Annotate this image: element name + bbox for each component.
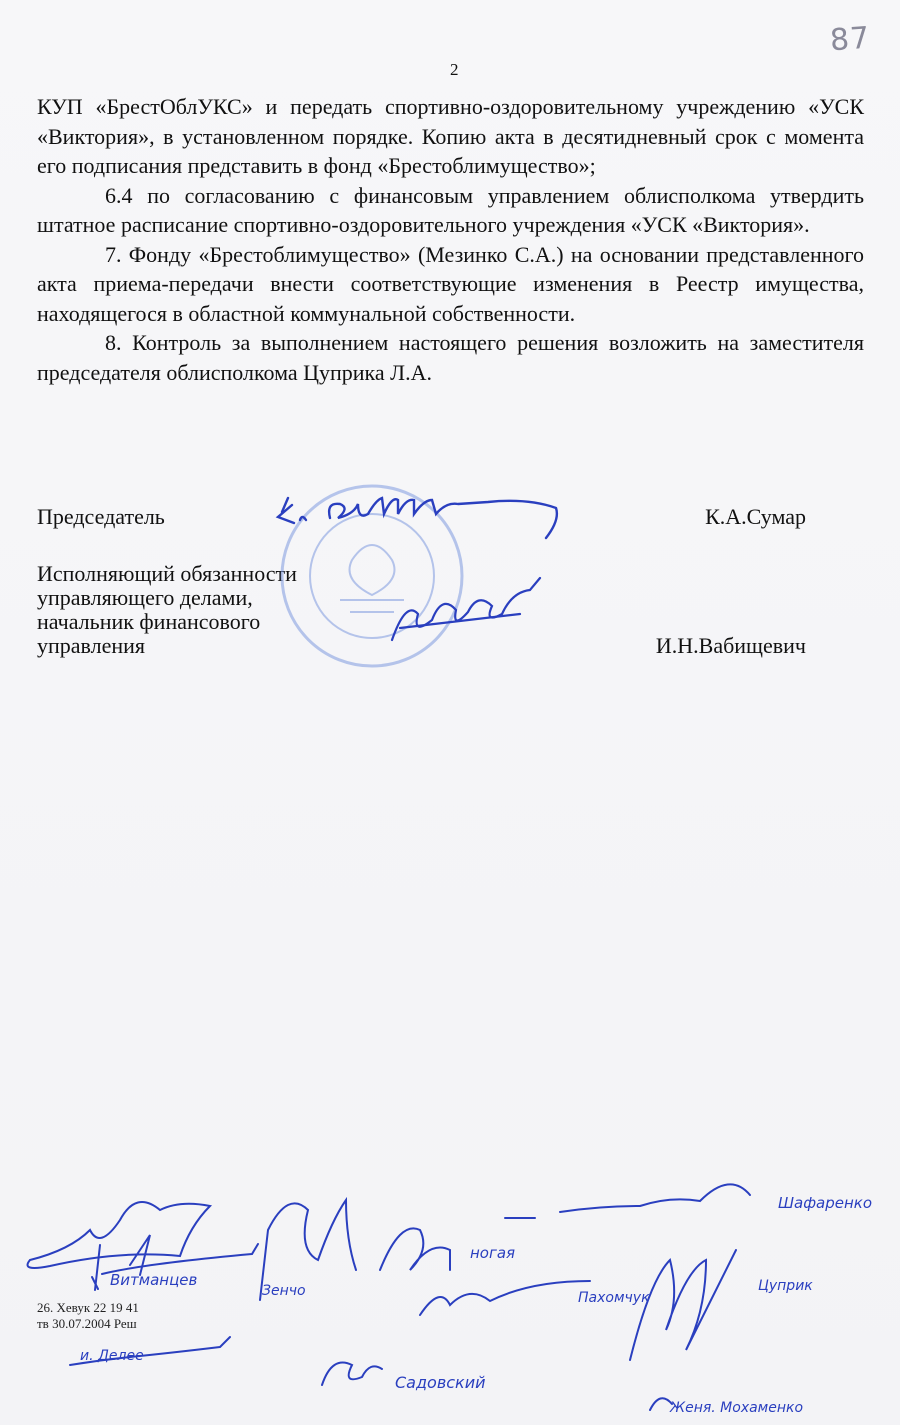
paragraph-8: 8. Контроль за выполнением настоящего решения возложить на заместителя председателя облисполкома Цуприка Л.А. <box>37 330 864 385</box>
svg-text:Садовский: Садовский <box>395 1373 486 1392</box>
page-number: 2 <box>450 60 459 79</box>
chairman-name: К.А.Сумар <box>705 504 806 529</box>
svg-text:Пахомчук: Пахомчук <box>578 1290 650 1306</box>
svg-text:Шафаренко: Шафаренко <box>778 1194 873 1212</box>
archive-number: 87 <box>828 20 872 59</box>
svg-text:Зенчо: Зенчо <box>262 1283 306 1299</box>
svg-text:Витманцев: Витманцев <box>110 1271 198 1289</box>
acting-manager-name: И.Н.Вабищевич <box>655 633 806 658</box>
acting-manager-signature <box>392 578 540 640</box>
svg-text:Цуприк: Цуприк <box>758 1278 813 1294</box>
svg-text:и. Делее: и. Делее <box>80 1348 144 1364</box>
endorsement-signatures <box>28 1184 873 1416</box>
paragraph-6-4: 6.4 по согласованию с финансовым управлением облисполкома утвердить штатное расписание спортивно-оздоровительного учреждения «УСК «Виктория». <box>37 182 864 237</box>
acting-manager-title: Исполняющий обязанности управляющего делами, начальник финансового управления <box>37 561 297 658</box>
paragraph-7: 7. Фонду «Брестоблимущество» (Мезинко С.А.) на основании представленного акта приема-передачи внести соответствующие изменения в Реестр имущества, находящегося в областной коммунальной собственности. <box>37 241 864 326</box>
svg-text:Женя. Мохаменко: Женя. Мохаменко <box>670 1400 804 1416</box>
chairman-title: Председатель <box>37 504 165 529</box>
svg-text:ногая: ногая <box>470 1244 516 1262</box>
paragraph-continuation: КУП «БрестОблУКС» и передать спортивно-оздоровительному учреждению «УСК «Виктория», в установленном порядке. Копию акта в десятидневный срок с момента его подписания представить в фонд «Брестоблимущество»; <box>37 94 864 178</box>
footer-code: 26. Хевук 22 19 41 тв 30.07.2004 Реш <box>37 1300 139 1331</box>
